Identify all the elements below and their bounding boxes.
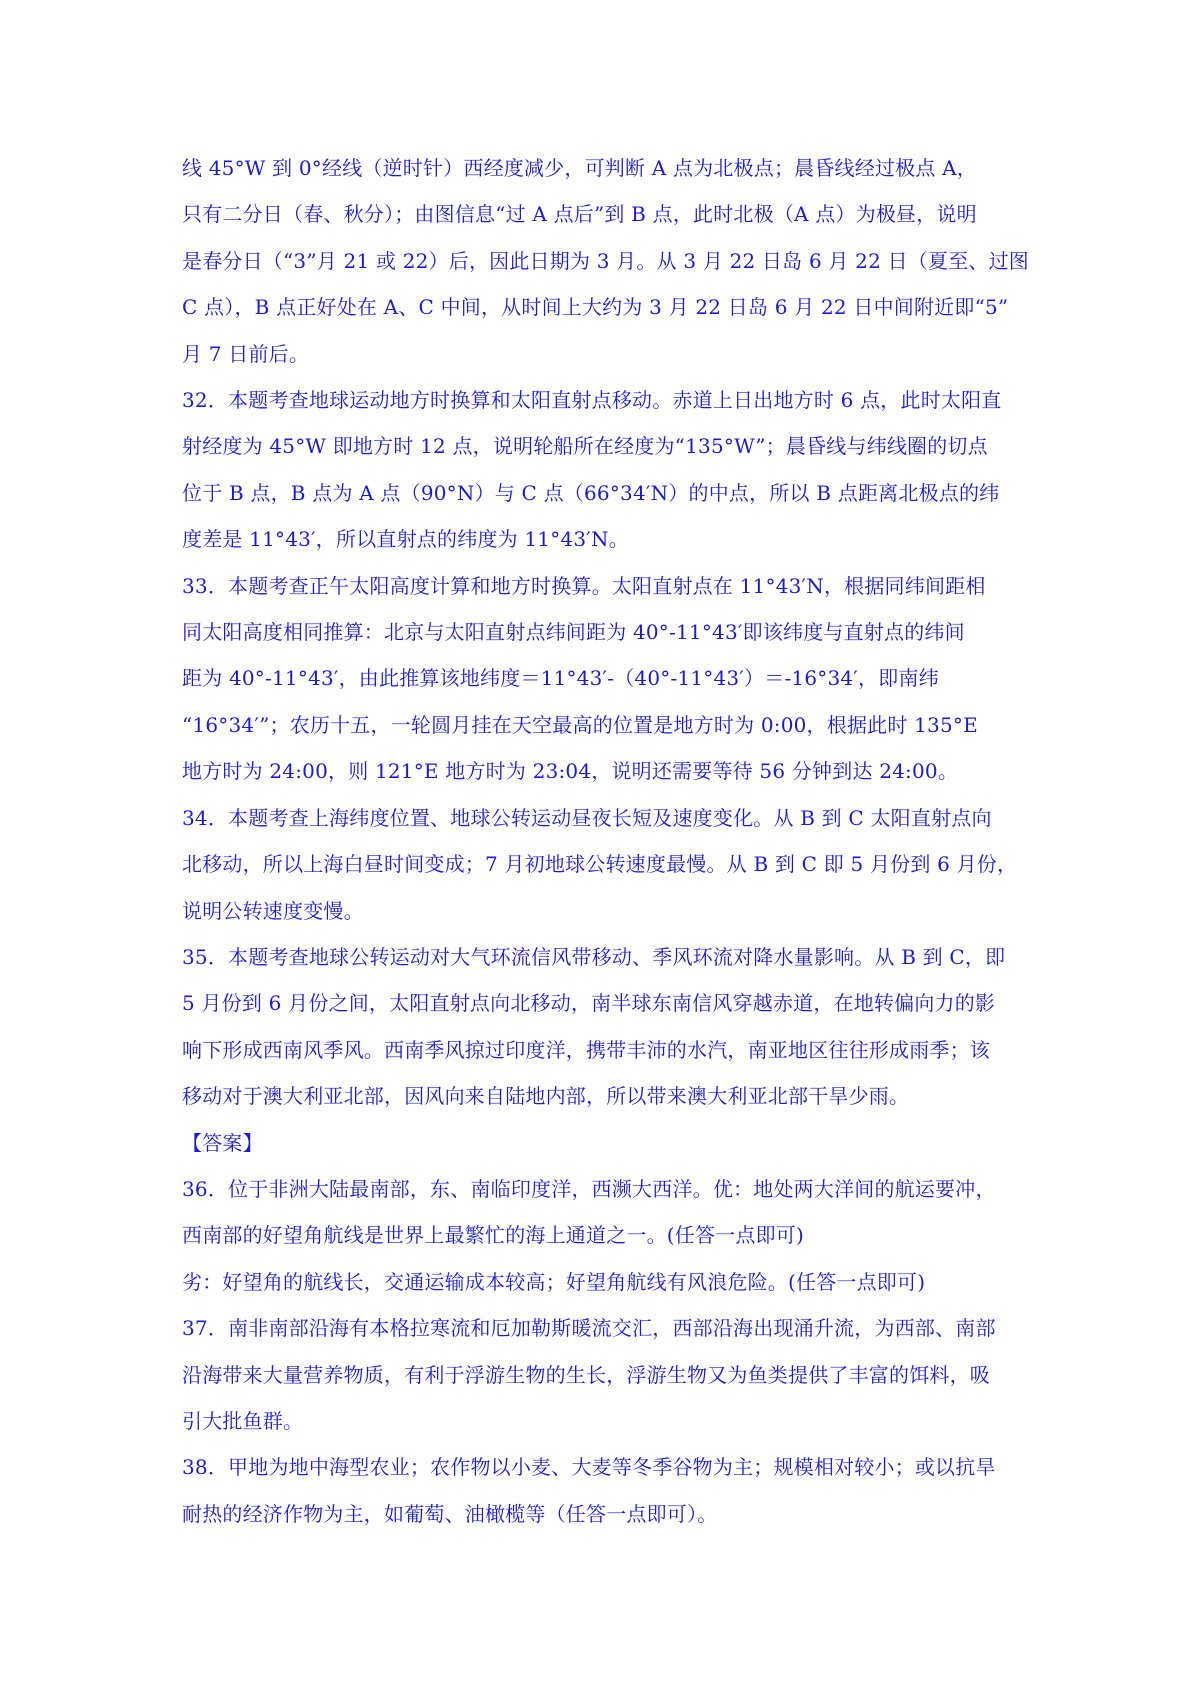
text-line: 劣：好望角的航线长，交通运输成本较高；好望角航线有风浪危险。(任答一点即可) (182, 1269, 926, 1294)
paragraph-q35 (182, 934, 1030, 1120)
text-line: 距为 40°-11°43′，由此推算该地纬度＝11°43′-（40°-11°43′）＝-16°34′，即南纬 (182, 666, 939, 691)
text-line: 移动对于澳大利亚北部，因风向来自陆地内部，所以带来澳大利亚北部干旱少雨。 (182, 1084, 910, 1109)
text-line: 32．本题考查地球运动地方时换算和太阳直射点移动。赤道上日出地方时 6 点，此时太阳直 (182, 388, 1002, 413)
text-line: 射经度为 45°W 即地方时 12 点，说明轮船所在经度为“135°W”；晨昏线与纬线圈的切点 (182, 434, 988, 459)
text-line: “16°34′”；农历十五，一轮圆月挂在天空最高的位置是地方时为 0:00，根据此时 135°E (182, 712, 978, 737)
text-line: 37．南非南部沿海有本格拉寒流和厄加勒斯暖流交汇，西部沿海出现涌升流，为西部、南部 (182, 1316, 996, 1341)
paragraph-q32 (182, 377, 1030, 563)
text-line: 月 7 日前后。 (182, 341, 310, 366)
text-line: 35．本题考查地球公转运动对大气环流信风带移动、季风环流对降水量影响。从 B 到 C，即 (182, 944, 1006, 969)
paragraph-a36 (182, 1166, 1030, 1259)
text-line: 【答案】 (182, 1130, 263, 1155)
text-line: 只有二分日（春、秋分）；由图信息“过 A 点后”到 B 点，此时北极（A 点）为极昼，说明 (182, 202, 977, 227)
text-line: 线 45°W 到 0°经线（逆时针）西经度减少，可判断 A 点为北极点；晨昏线经过极点 A， (182, 156, 977, 180)
text-line: 33．本题考查正午太阳高度计算和地方时换算。太阳直射点在 11°43′N，根据同纬间距相 (182, 573, 986, 598)
text-line: 36．位于非洲大陆最南部，东、南临印度洋，西濒大西洋。优：地处两大洋间的航运要冲， (182, 1176, 996, 1201)
text-line: 是春分日（“3”月 21 或 22）后，因此日期为 3 月。从 3 月 22 日岛 6 月 22 日（夏至、过图 (182, 248, 1029, 273)
paragraph-answer-heading (182, 1120, 1030, 1166)
text-line: 度差是 11°43′，所以直射点的纬度为 11°43′N。 (182, 527, 629, 552)
document-body (182, 145, 1030, 1537)
paragraph-p31-cont (182, 145, 1030, 377)
text-line: 38．甲地为地中海型农业；农作物以小麦、大麦等冬季谷物为主；规模相对较小；或以抗旱 (182, 1455, 996, 1480)
text-line: 说明公转速度变慢。 (182, 898, 364, 923)
text-line: 34．本题考查上海纬度位置、地球公转运动昼夜长短及速度变化。从 B 到 C 太阳直射点向 (182, 805, 992, 830)
text-line: 同太阳高度相同推算：北京与太阳直射点纬间距为 40°-11°43′即该纬度与直射点的纬间 (182, 620, 965, 645)
paragraph-q33 (182, 563, 1030, 795)
paragraph-a37 (182, 1305, 1030, 1444)
text-line: C 点），B 点正好处在 A、C 中间，从时间上大约为 3 月 22 日岛 6 月 22 日中间附近即“5” (182, 295, 1009, 320)
text-line: 西南部的好望角航线是世界上最繁忙的海上通道之一。(任答一点即可) (182, 1223, 805, 1248)
text-line: 沿海带来大量营养物质，有利于浮游生物的生长，浮游生物又为鱼类提供了丰富的饵料，吸 (182, 1362, 990, 1387)
text-line: 5 月份到 6 月份之间，太阳直射点向北移动，南半球东南信风穿越赤道，在地转偏向力的影 (182, 991, 996, 1016)
text-line: 位于 B 点，B 点为 A 点（90°N）与 C 点（66°34′N）的中点，所以 B 点距离北极点的纬 (182, 480, 1000, 505)
text-line: 耐热的经济作物为主，如葡萄、油橄榄等（任答一点即可）。 (182, 1501, 718, 1526)
paragraph-a36-inferior (182, 1259, 1030, 1305)
text-line: 引大批鱼群。 (182, 1408, 304, 1433)
text-line: 北移动，所以上海白昼时间变成；7 月初地球公转速度最慢。从 B 到 C 即 5 月份到 6 月份， (182, 852, 1018, 877)
text-line: 响下形成西南风季风。西南季风掠过印度洋，携带丰沛的水汽，南亚地区往往形成雨季；该 (182, 1037, 990, 1062)
paragraph-a38 (182, 1444, 1030, 1537)
paragraph-q34 (182, 795, 1030, 934)
text-line: 地方时为 24:00，则 121°E 地方时为 23:04，说明还需要等待 56 分钟到达 24:00。 (182, 759, 959, 784)
